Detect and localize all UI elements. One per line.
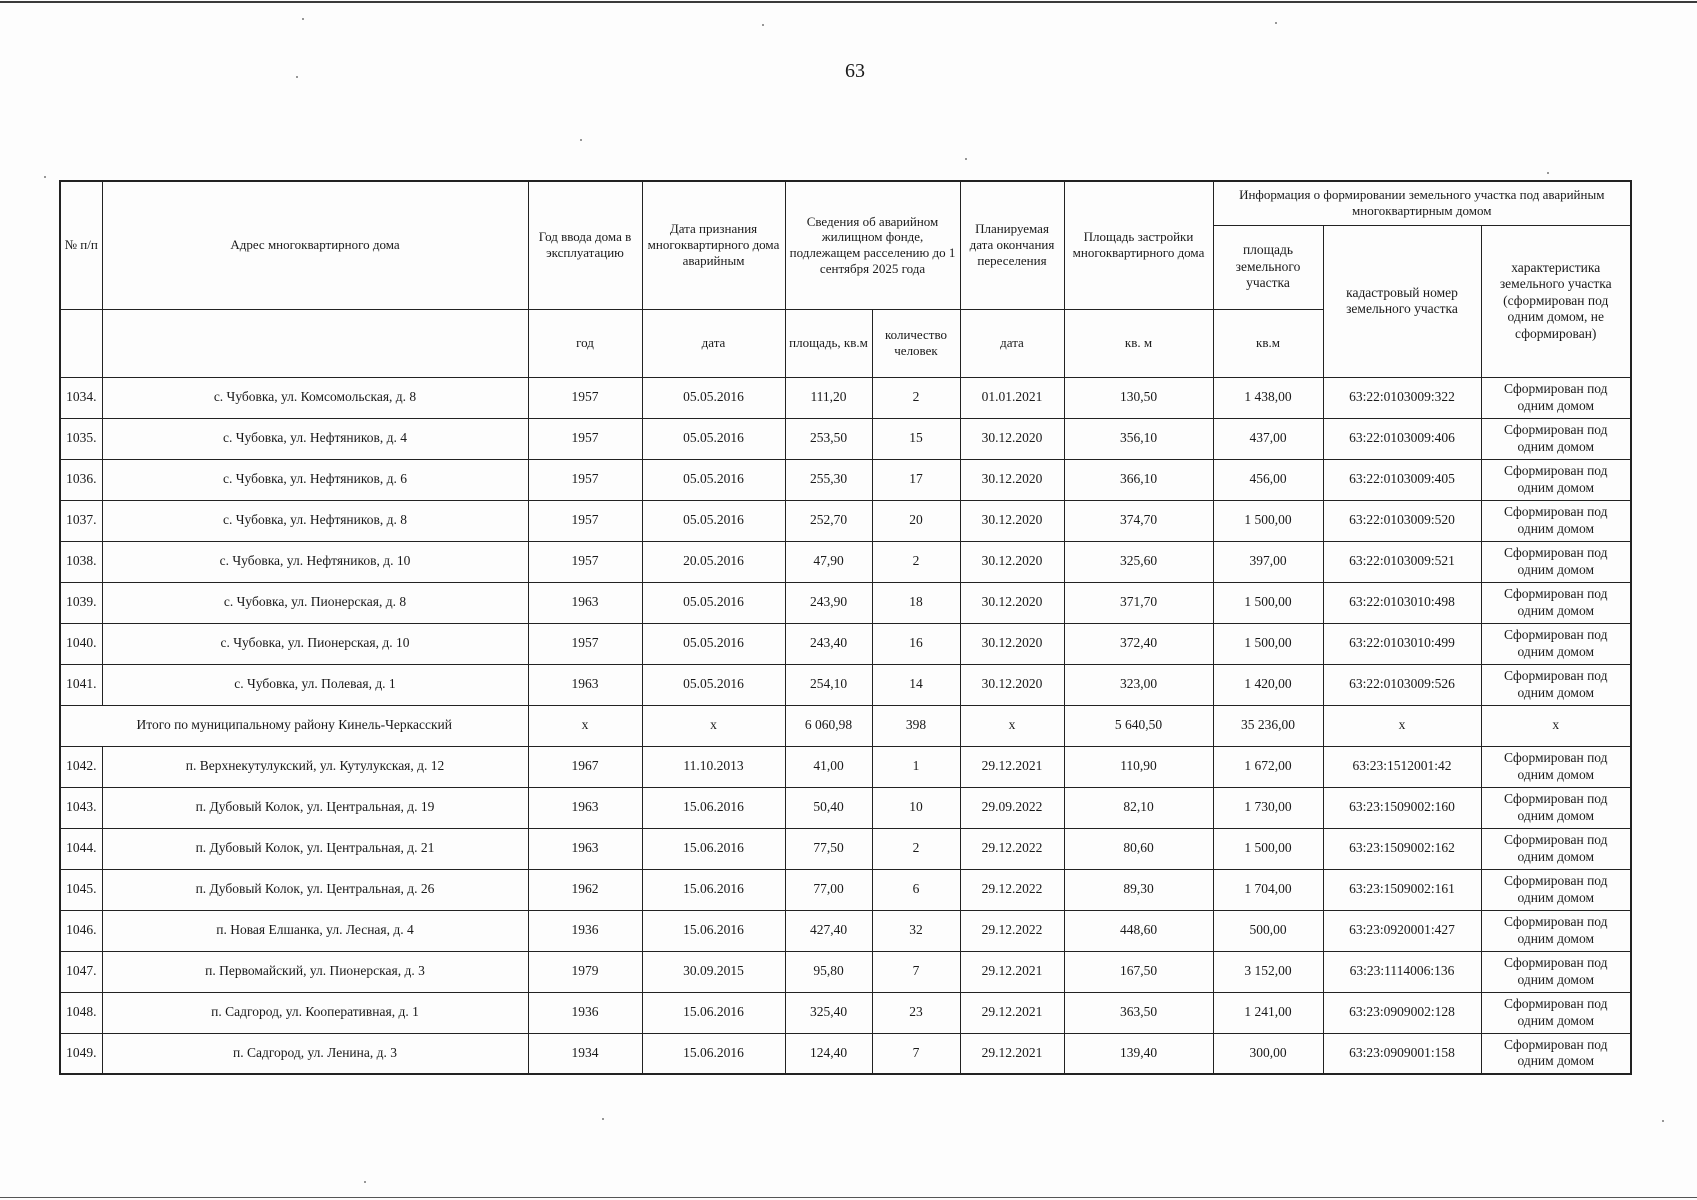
table-row [60, 828, 1631, 869]
row-recognition-date: 11.10.2013 [642, 746, 785, 787]
row-year: 1957 [528, 500, 642, 541]
row-fund-area: 243,40 [785, 623, 872, 664]
row-cadastral-number: 63:23:1509002:162 [1323, 828, 1481, 869]
row-fund-area: 254,10 [785, 664, 872, 705]
row-land-area: 1 500,00 [1213, 582, 1323, 623]
row-recognition-date: 05.05.2016 [642, 459, 785, 500]
row-built-area: 89,30 [1064, 869, 1213, 910]
table-row [60, 459, 1631, 500]
row-cadastral-number: 63:22:0103010:499 [1323, 623, 1481, 664]
row-number: 1037. [60, 500, 102, 541]
row-fund-area: 77,00 [785, 869, 872, 910]
header-address: Адрес многоквартирного дома [102, 181, 528, 309]
row-year: 1957 [528, 459, 642, 500]
row-address: с. Чубовка, ул. Нефтяников, д. 6 [102, 459, 528, 500]
table-row [60, 951, 1631, 992]
row-fund-people: 32 [872, 910, 960, 951]
row-cadastral-number: 63:23:1509002:161 [1323, 869, 1481, 910]
row-fund-area: 427,40 [785, 910, 872, 951]
row-number: 1042. [60, 746, 102, 787]
row-cadastral-number: 63:23:0909001:158 [1323, 1033, 1481, 1074]
scan-speck [364, 1181, 366, 1183]
table-row [60, 992, 1631, 1033]
row-fund-area: 255,30 [785, 459, 872, 500]
row-fund-area: 124,40 [785, 1033, 872, 1074]
row-planned-date: 30.12.2020 [960, 582, 1064, 623]
total-area: 6 060,98 [785, 705, 872, 746]
row-fund-people: 2 [872, 377, 960, 418]
row-fund-people: 20 [872, 500, 960, 541]
page-number: 63 [845, 60, 865, 82]
header-land-area: площадь земельного участка [1213, 225, 1323, 309]
row-fund-people: 2 [872, 541, 960, 582]
scan-speck [965, 158, 967, 160]
table-body-kinel-cherkassky [60, 377, 1631, 705]
row-fund-area: 252,70 [785, 500, 872, 541]
row-fund-area: 325,40 [785, 992, 872, 1033]
total-label: Итого по муниципальному району Кинель-Черкасский [60, 705, 528, 746]
row-number: 1048. [60, 992, 102, 1033]
row-number: 1035. [60, 418, 102, 459]
unit-recognition: дата [642, 309, 785, 377]
table-row [60, 869, 1631, 910]
row-recognition-date: 05.05.2016 [642, 623, 785, 664]
row-land-characteristic: Сформирован под одним домом [1481, 787, 1631, 828]
table-row [60, 787, 1631, 828]
total-planned: х [960, 705, 1064, 746]
unit-year: год [528, 309, 642, 377]
scan-speck [580, 139, 582, 141]
row-address: п. Садгород, ул. Кооперативная, д. 1 [102, 992, 528, 1033]
row-year: 1979 [528, 951, 642, 992]
row-year: 1962 [528, 869, 642, 910]
row-land-characteristic: Сформирован под одним домом [1481, 992, 1631, 1033]
header-built-area: Площадь застройки многоквартирного дома [1064, 181, 1213, 309]
row-land-characteristic: Сформирован под одним домом [1481, 418, 1631, 459]
row-land-area: 1 420,00 [1213, 664, 1323, 705]
header-land-char: характеристика земельного участка (сформирован под одним домом, не сформирован) [1481, 225, 1631, 377]
unit-address [102, 309, 528, 377]
row-year: 1957 [528, 623, 642, 664]
row-address: п. Дубовый Колок, ул. Центральная, д. 19 [102, 787, 528, 828]
row-number: 1034. [60, 377, 102, 418]
header-recognition-date: Дата признания многоквартирного дома аварийным [642, 181, 785, 309]
row-fund-people: 1 [872, 746, 960, 787]
row-number: 1040. [60, 623, 102, 664]
row-address: с. Чубовка, ул. Полевая, д. 1 [102, 664, 528, 705]
total-char: х [1481, 705, 1631, 746]
row-fund-area: 253,50 [785, 418, 872, 459]
row-fund-people: 17 [872, 459, 960, 500]
row-fund-people: 16 [872, 623, 960, 664]
row-land-characteristic: Сформирован под одним домом [1481, 746, 1631, 787]
row-fund-people: 6 [872, 869, 960, 910]
table-row [60, 623, 1631, 664]
row-fund-area: 47,90 [785, 541, 872, 582]
row-planned-date: 29.12.2021 [960, 992, 1064, 1033]
row-land-area: 437,00 [1213, 418, 1323, 459]
row-land-area: 1 500,00 [1213, 623, 1323, 664]
row-planned-date: 29.12.2022 [960, 828, 1064, 869]
row-cadastral-number: 63:23:0909002:128 [1323, 992, 1481, 1033]
row-land-area: 1 241,00 [1213, 992, 1323, 1033]
row-built-area: 80,60 [1064, 828, 1213, 869]
row-planned-date: 29.12.2021 [960, 951, 1064, 992]
row-land-characteristic: Сформирован под одним домом [1481, 869, 1631, 910]
row-cadastral-number: 63:23:1512001:42 [1323, 746, 1481, 787]
table-row [60, 582, 1631, 623]
unit-planned: дата [960, 309, 1064, 377]
scan-border-top [0, 1, 1697, 3]
table-total [60, 705, 1631, 746]
row-year: 1963 [528, 787, 642, 828]
unit-fund-area: площадь, кв.м [785, 309, 872, 377]
row-land-area: 1 730,00 [1213, 787, 1323, 828]
row-address: с. Чубовка, ул. Пионерская, д. 8 [102, 582, 528, 623]
table-row [60, 418, 1631, 459]
row-recognition-date: 20.05.2016 [642, 541, 785, 582]
row-planned-date: 30.12.2020 [960, 500, 1064, 541]
row-land-area: 397,00 [1213, 541, 1323, 582]
row-number: 1049. [60, 1033, 102, 1074]
row-land-area: 1 438,00 [1213, 377, 1323, 418]
row-year: 1963 [528, 828, 642, 869]
row-cadastral-number: 63:23:1114006:136 [1323, 951, 1481, 992]
row-number: 1046. [60, 910, 102, 951]
row-built-area: 167,50 [1064, 951, 1213, 992]
row-address: п. Дубовый Колок, ул. Центральная, д. 21 [102, 828, 528, 869]
row-land-area: 300,00 [1213, 1033, 1323, 1074]
row-recognition-date: 15.06.2016 [642, 910, 785, 951]
header-planned-date: Планируемая дата окончания переселения [960, 181, 1064, 309]
row-fund-area: 77,50 [785, 828, 872, 869]
row-cadastral-number: 63:22:0103009:405 [1323, 459, 1481, 500]
row-address: п. Дубовый Колок, ул. Центральная, д. 26 [102, 869, 528, 910]
row-built-area: 448,60 [1064, 910, 1213, 951]
row-recognition-date: 15.06.2016 [642, 869, 785, 910]
table-row [60, 746, 1631, 787]
row-land-characteristic: Сформирован под одним домом [1481, 377, 1631, 418]
emergency-housing-table [59, 180, 1632, 1075]
row-land-area: 1 500,00 [1213, 828, 1323, 869]
row-year: 1936 [528, 992, 642, 1033]
row-recognition-date: 05.05.2016 [642, 418, 785, 459]
scan-speck [602, 1118, 604, 1120]
row-address: п. Новая Елшанка, ул. Лесная, д. 4 [102, 910, 528, 951]
row-built-area: 139,40 [1064, 1033, 1213, 1074]
row-built-area: 110,90 [1064, 746, 1213, 787]
scan-border-bottom [0, 1197, 1697, 1198]
table-row [60, 541, 1631, 582]
row-number: 1045. [60, 869, 102, 910]
row-fund-people: 7 [872, 951, 960, 992]
row-built-area: 371,70 [1064, 582, 1213, 623]
table-row [60, 377, 1631, 418]
row-recognition-date: 15.06.2016 [642, 1033, 785, 1074]
scan-speck [762, 24, 764, 26]
row-built-area: 374,70 [1064, 500, 1213, 541]
row-planned-date: 30.12.2020 [960, 664, 1064, 705]
table-row [60, 500, 1631, 541]
row-land-area: 500,00 [1213, 910, 1323, 951]
row-recognition-date: 05.05.2016 [642, 500, 785, 541]
total-year: х [528, 705, 642, 746]
row-recognition-date: 05.05.2016 [642, 664, 785, 705]
row-fund-people: 2 [872, 828, 960, 869]
row-fund-area: 41,00 [785, 746, 872, 787]
row-land-characteristic: Сформирован под одним домом [1481, 951, 1631, 992]
header-year: Год ввода дома в эксплуатацию [528, 181, 642, 309]
row-address: п. Верхнекутулукский, ул. Кутулукская, д. 12 [102, 746, 528, 787]
row-number: 1047. [60, 951, 102, 992]
row-land-characteristic: Сформирован под одним домом [1481, 582, 1631, 623]
row-address: с. Чубовка, ул. Пионерская, д. 10 [102, 623, 528, 664]
row-fund-people: 14 [872, 664, 960, 705]
row-built-area: 363,50 [1064, 992, 1213, 1033]
row-fund-people: 7 [872, 1033, 960, 1074]
row-land-area: 1 672,00 [1213, 746, 1323, 787]
row-address: с. Чубовка, ул. Комсомольская, д. 8 [102, 377, 528, 418]
row-fund-people: 10 [872, 787, 960, 828]
row-land-area: 1 500,00 [1213, 500, 1323, 541]
table-row [60, 664, 1631, 705]
row-recognition-date: 15.06.2016 [642, 828, 785, 869]
row-cadastral-number: 63:22:0103009:526 [1323, 664, 1481, 705]
row-number: 1041. [60, 664, 102, 705]
row-recognition-date: 05.05.2016 [642, 582, 785, 623]
row-year: 1967 [528, 746, 642, 787]
total-cadastral: х [1323, 705, 1481, 746]
unit-num [60, 309, 102, 377]
row-cadastral-number: 63:22:0103009:521 [1323, 541, 1481, 582]
scan-speck [296, 76, 298, 78]
row-year: 1936 [528, 910, 642, 951]
total-built: 5 640,50 [1064, 705, 1213, 746]
total-row [60, 705, 1631, 746]
row-land-area: 456,00 [1213, 459, 1323, 500]
total-date: х [642, 705, 785, 746]
row-land-characteristic: Сформирован под одним домом [1481, 541, 1631, 582]
row-land-characteristic: Сформирован под одним домом [1481, 910, 1631, 951]
row-year: 1957 [528, 541, 642, 582]
row-planned-date: 29.12.2021 [960, 1033, 1064, 1074]
row-year: 1963 [528, 582, 642, 623]
row-land-characteristic: Сформирован под одним домом [1481, 664, 1631, 705]
row-built-area: 82,10 [1064, 787, 1213, 828]
row-cadastral-number: 63:23:0920001:427 [1323, 910, 1481, 951]
total-people: 398 [872, 705, 960, 746]
row-planned-date: 29.12.2021 [960, 746, 1064, 787]
row-recognition-date: 15.06.2016 [642, 787, 785, 828]
row-address: с. Чубовка, ул. Нефтяников, д. 4 [102, 418, 528, 459]
row-address: п. Первомайский, ул. Пионерская, д. 3 [102, 951, 528, 992]
row-number: 1043. [60, 787, 102, 828]
table-row [60, 1033, 1631, 1074]
table-body-next-district [60, 746, 1631, 1074]
row-planned-date: 29.12.2022 [960, 910, 1064, 951]
row-planned-date: 30.12.2020 [960, 459, 1064, 500]
row-number: 1036. [60, 459, 102, 500]
row-year: 1934 [528, 1033, 642, 1074]
row-built-area: 356,10 [1064, 418, 1213, 459]
row-fund-people: 18 [872, 582, 960, 623]
row-land-area: 3 152,00 [1213, 951, 1323, 992]
row-cadastral-number: 63:23:1509002:160 [1323, 787, 1481, 828]
header-cadastral: кадастровый номер земельного участка [1323, 225, 1481, 377]
row-address: с. Чубовка, ул. Нефтяников, д. 10 [102, 541, 528, 582]
row-planned-date: 29.09.2022 [960, 787, 1064, 828]
unit-fund-people: количество человек [872, 309, 960, 377]
row-address: с. Чубовка, ул. Нефтяников, д. 8 [102, 500, 528, 541]
row-planned-date: 01.01.2021 [960, 377, 1064, 418]
row-land-characteristic: Сформирован под одним домом [1481, 500, 1631, 541]
row-planned-date: 30.12.2020 [960, 418, 1064, 459]
row-fund-area: 111,20 [785, 377, 872, 418]
row-fund-area: 243,90 [785, 582, 872, 623]
scan-speck [302, 18, 304, 20]
row-address: п. Садгород, ул. Ленина, д. 3 [102, 1033, 528, 1074]
row-recognition-date: 05.05.2016 [642, 377, 785, 418]
row-cadastral-number: 63:22:0103009:322 [1323, 377, 1481, 418]
row-fund-area: 50,40 [785, 787, 872, 828]
scan-speck [44, 176, 46, 178]
row-number: 1039. [60, 582, 102, 623]
unit-land-area: кв.м [1213, 309, 1323, 377]
row-built-area: 130,50 [1064, 377, 1213, 418]
row-land-characteristic: Сформирован под одним домом [1481, 623, 1631, 664]
row-land-area: 1 704,00 [1213, 869, 1323, 910]
row-number: 1044. [60, 828, 102, 869]
row-year: 1957 [528, 418, 642, 459]
scan-speck [1275, 22, 1277, 24]
row-land-characteristic: Сформирован под одним домом [1481, 1033, 1631, 1074]
row-built-area: 325,60 [1064, 541, 1213, 582]
row-planned-date: 30.12.2020 [960, 623, 1064, 664]
row-built-area: 366,10 [1064, 459, 1213, 500]
header-fund-info: Сведения об аварийном жилищном фонде, подлежащем расселению до 1 сентября 2025 года [785, 181, 960, 309]
row-cadastral-number: 63:22:0103009:406 [1323, 418, 1481, 459]
header-num: № п/п [60, 181, 102, 309]
table-row [60, 910, 1631, 951]
row-built-area: 323,00 [1064, 664, 1213, 705]
row-number: 1038. [60, 541, 102, 582]
row-year: 1963 [528, 664, 642, 705]
row-planned-date: 29.12.2022 [960, 869, 1064, 910]
row-land-characteristic: Сформирован под одним домом [1481, 459, 1631, 500]
row-fund-people: 23 [872, 992, 960, 1033]
row-recognition-date: 15.06.2016 [642, 992, 785, 1033]
total-land: 35 236,00 [1213, 705, 1323, 746]
row-cadastral-number: 63:22:0103009:520 [1323, 500, 1481, 541]
row-recognition-date: 30.09.2015 [642, 951, 785, 992]
row-fund-people: 15 [872, 418, 960, 459]
scan-speck [1547, 172, 1549, 174]
scan-speck [1662, 1120, 1664, 1122]
header-land-info: Информация о формировании земельного участка под аварийным многоквартирным домом [1213, 181, 1631, 225]
unit-built-area: кв. м [1064, 309, 1213, 377]
row-land-characteristic: Сформирован под одним домом [1481, 828, 1631, 869]
row-fund-area: 95,80 [785, 951, 872, 992]
row-planned-date: 30.12.2020 [960, 541, 1064, 582]
row-year: 1957 [528, 377, 642, 418]
row-cadastral-number: 63:22:0103010:498 [1323, 582, 1481, 623]
row-built-area: 372,40 [1064, 623, 1213, 664]
